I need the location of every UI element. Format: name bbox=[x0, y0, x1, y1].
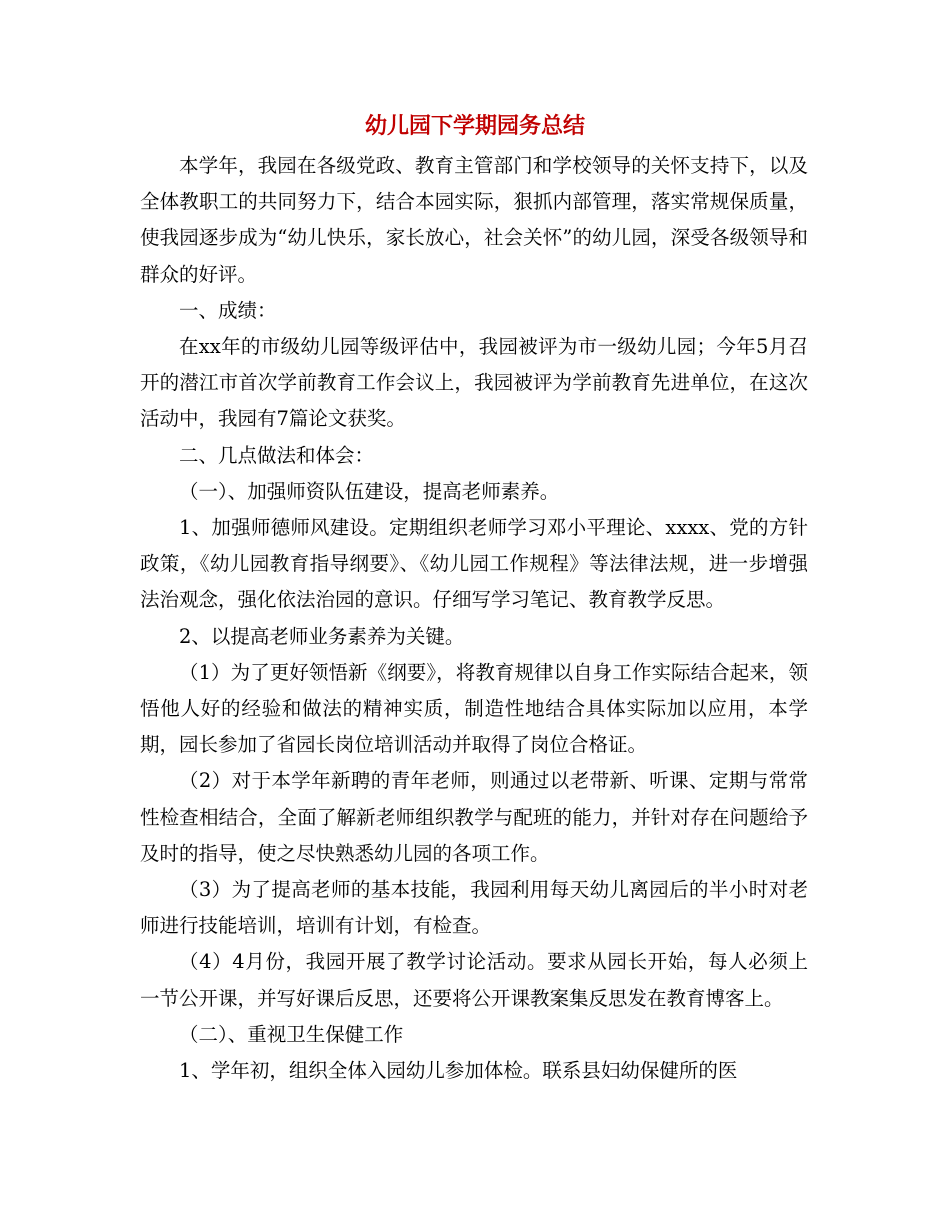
paragraph-item-1: （1）为了更好领悟新《纲要》，将教育规律以自身工作实际结合起来，领悟他人好的经验和做法的精神实质，制造性地结合具体实际加以应用，本学期，园长参加了省园长岗位培训活动并取得了岗位合格证。 bbox=[140, 660, 808, 757]
paragraph-item-3: （3）为了提高老师的基本技能，我园利用每天幼儿离园后的半小时对老师进行技能培训，培训有计划，有检查。 bbox=[140, 878, 808, 938]
subsection-heading-teachers: （一）、加强师资队伍建设，提高老师素养。 bbox=[179, 479, 560, 503]
section-heading-practices: 二、几点做法和体会： bbox=[179, 443, 375, 467]
document-body bbox=[140, 148, 808, 1089]
section-heading-achievements: 一、成绩： bbox=[179, 298, 277, 322]
paragraph-item-2: （2）对于本学年新聘的青年老师，则通过以老带新、听课、定期与常常性检查相结合，全面了解新老师组织教学与配班的能力，并针对存在问题给予及时的指导，使之尽快熟悉幼儿园的各项工作。 bbox=[140, 769, 808, 865]
subsection-heading-health: （二）、重视卫生保健工作 bbox=[179, 1022, 404, 1046]
document-title: 幼儿园下学期园务总结 bbox=[364, 113, 585, 139]
paragraph-quality-key: 2、以提高老师业务素养为关键。 bbox=[179, 624, 465, 648]
paragraph-health-1: 1、学年初，组织全体入园幼儿参加体检。联系县妇幼保健所的医 bbox=[179, 1059, 738, 1083]
paragraph-ethics: 1、加强师德师风建设。定期组织老师学习邓小平理论、xxxx、党的方针政策，《幼儿园教育指导纲要》、《幼儿园工作规程》等法律法规，进一步增强法治观念，强化依法治园的意识。仔细写学习笔记、教育教学反思。 bbox=[140, 516, 808, 612]
paragraph-intro: 本学年，我园在各级党政、教育主管部门和学校领导的关怀支持下，以及全体教职工的共同努力下，结合本园实际，狠抓内部管理，落实常规保质量，使我园逐步成为“幼儿快乐，家长放心，社会关怀”的幼儿园，深受各级领导和群众的好评。 bbox=[140, 154, 808, 286]
paragraph-achievements: 在xx年的市级幼儿园等级评估中，我园被评为市一级幼儿园；今年5月召开的潜江市首次学前教育工作会议上，我园被评为学前教育先进单位，在这次活动中，我园有7篇论文获奖。 bbox=[140, 335, 808, 431]
paragraph-item-4: （4）4月份，我园开展了教学讨论活动。要求从园长开始，每人必须上一节公开课，并写好课后反思，还要将公开课教案集反思发在教育博客上。 bbox=[140, 950, 808, 1010]
